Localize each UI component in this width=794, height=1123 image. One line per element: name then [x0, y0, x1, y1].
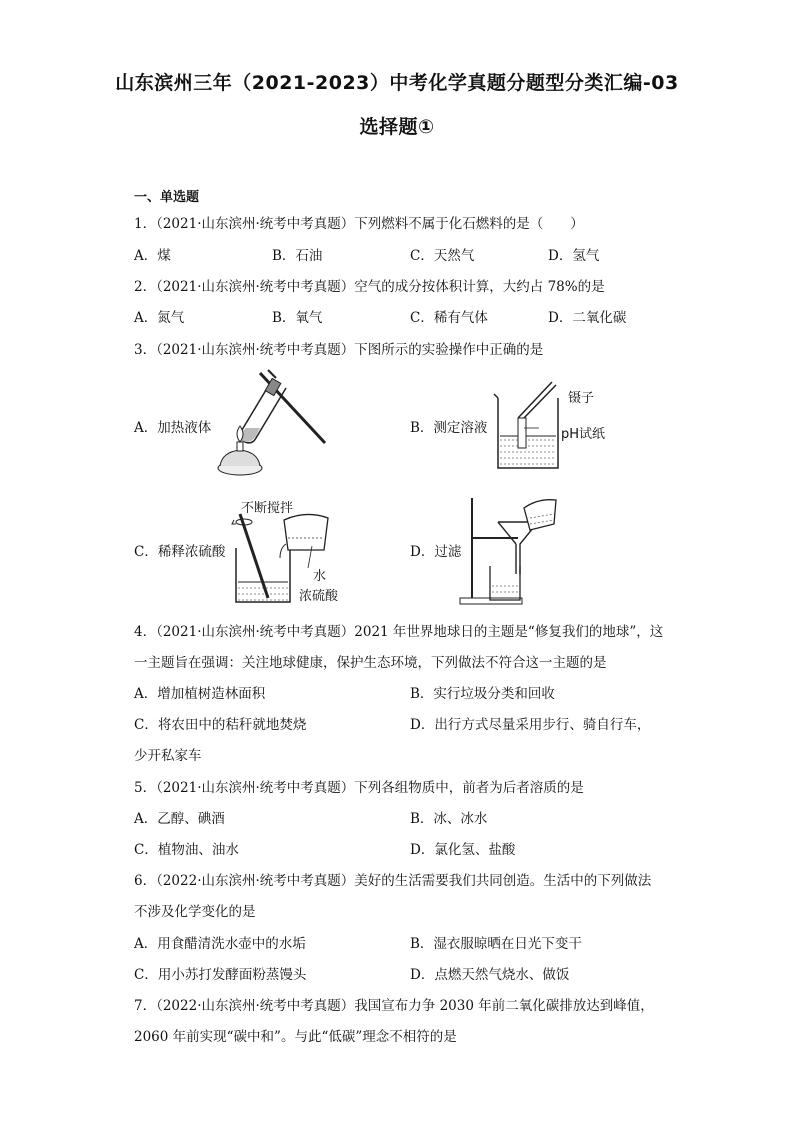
tweezers-label: 镊子	[568, 391, 595, 406]
question-7-stem-line2: 2060 年前实现“碳中和”。与此“低碳”理念不相符的是	[134, 1029, 457, 1045]
ph-paper-label: pH试纸	[561, 427, 606, 442]
question-2-option-b: B．氧气	[272, 310, 323, 326]
question-3-option-d: D．过滤	[410, 544, 462, 560]
water-label: 水	[313, 569, 327, 584]
question-6-stem-line2: 不涉及化学变化的是	[134, 904, 256, 920]
question-4-stem-line1: 4．（2021·山东滨州·统考中考真题）2021 年世界地球日的主题是“修复我们的地球”，这	[134, 624, 664, 640]
heating-liquid-figure	[210, 368, 330, 478]
question-1-option-a: A．煤	[134, 248, 171, 264]
question-4-option-d: D．出行方式尽量采用步行、骑自行车，	[410, 717, 651, 733]
question-3-option-b: B．测定溶液	[410, 420, 488, 436]
question-2-stem: 2．（2021·山东滨州·统考中考真题）空气的成分按体积计算，大约占 78%的是	[134, 279, 605, 295]
ph-test-figure	[494, 378, 564, 473]
question-5-option-c: C．植物油、油水	[134, 842, 239, 858]
question-4-stem-line2: 一主题旨在强调：关注地球健康，保护生态环境，下列做法不符合这一主题的是	[134, 655, 607, 671]
question-4-option-d-cont: 少开私家车	[134, 748, 202, 764]
question-3-option-a: A．加热液体	[134, 420, 212, 436]
question-5-option-a: A．乙醇、碘酒	[134, 811, 225, 827]
question-3-option-c: C．稀释浓硫酸	[134, 544, 226, 560]
question-7-stem-line1: 7．（2022·山东滨州·统考中考真题）我国宣布力争 2030 年前二氧化碳排放达到峰值，	[134, 998, 654, 1014]
question-1-option-b: B．石油	[272, 248, 323, 264]
document-title-line2: 选择题①	[359, 116, 435, 138]
question-6-option-b: B．湿衣服晾晒在日光下变干	[410, 936, 582, 952]
question-2-option-c: C．稀有气体	[410, 310, 488, 326]
question-5-option-d: D．氯化氢、盐酸	[410, 842, 516, 858]
question-1-option-d: D．氢气	[548, 248, 600, 264]
question-2-option-a: A．氮气	[134, 310, 185, 326]
question-4-option-b: B．实行垃圾分类和回收	[410, 686, 555, 702]
question-3-stem: 3．（2021·山东滨州·统考中考真题）下图所示的实验操作中正确的是	[134, 342, 544, 358]
question-5-stem: 5．（2021·山东滨州·统考中考真题）下列各组物质中，前者为后者溶质的是	[134, 780, 584, 796]
question-2-option-d: D．二氧化碳	[548, 310, 627, 326]
question-1-option-c: C．天然气	[410, 248, 475, 264]
question-6-stem-line1: 6．（2022·山东滨州·统考中考真题）美好的生活需要我们共同创造。生活中的下列做法	[134, 873, 652, 889]
document-title-line1: 山东滨州三年（2021-2023）中考化学真题分题型分类汇编-03	[115, 72, 679, 94]
question-6-option-d: D．点燃天然气烧水、做饭	[410, 967, 570, 983]
question-4-option-c: C．将农田中的秸秆就地焚烧	[134, 717, 307, 733]
question-1-stem: 1．（2021·山东滨州·统考中考真题）下列燃料不属于化石燃料的是（ ）	[134, 216, 584, 232]
stir-label: 不断搅拌	[241, 501, 294, 516]
question-6-option-a: A．用食醋清洗水壶中的水垢	[134, 936, 306, 952]
section-heading: 一、单选题	[134, 190, 200, 205]
question-5-option-b: B．冰、冰水	[410, 811, 488, 827]
question-6-option-c: C．用小苏打发酵面粉蒸馒头	[134, 967, 307, 983]
acid-label: 浓硫酸	[299, 589, 339, 604]
filtration-figure	[460, 494, 560, 606]
question-4-option-a: A．增加植树造林面积	[134, 686, 266, 702]
